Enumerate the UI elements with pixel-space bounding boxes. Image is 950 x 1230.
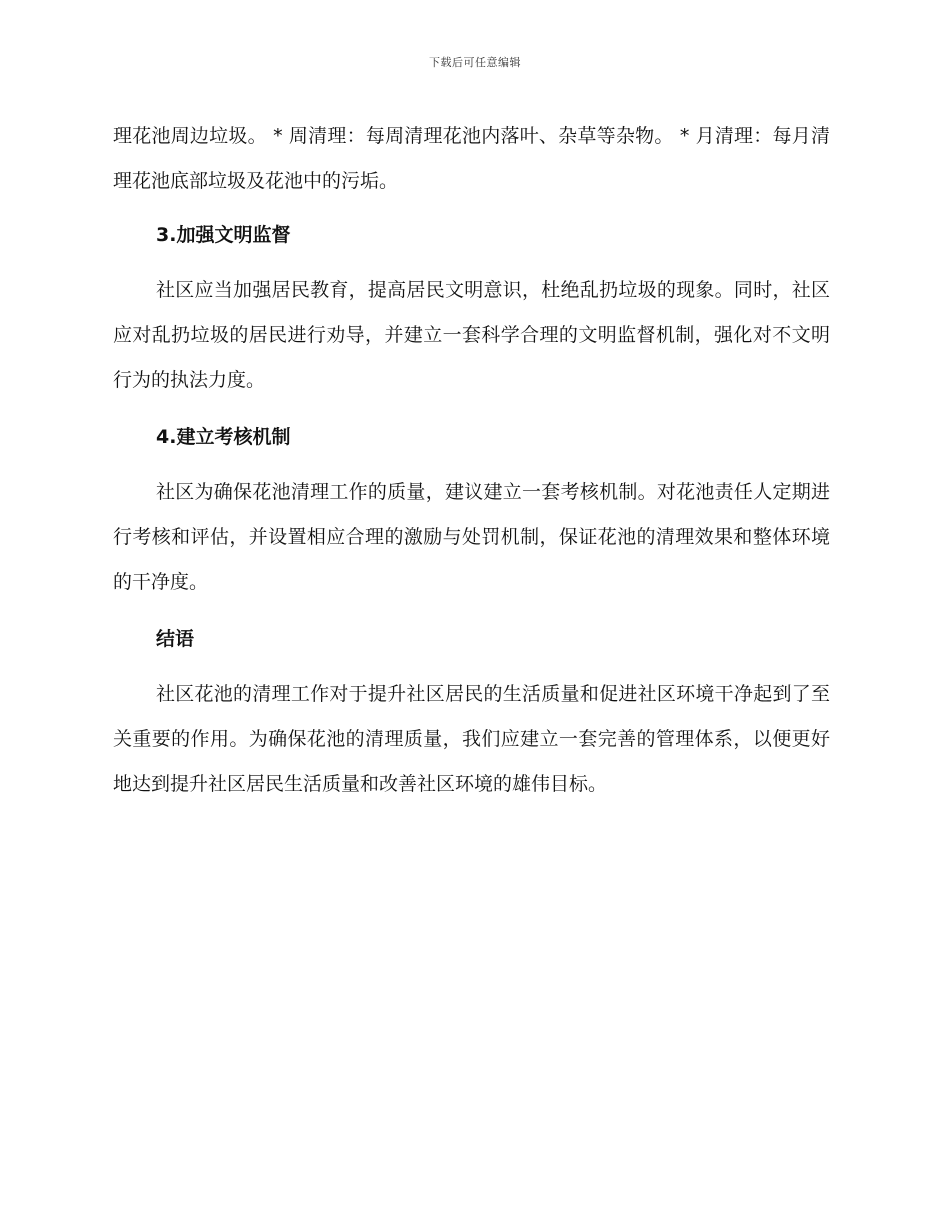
section-paragraph: 社区为确保花池清理工作的质量，建议建立一套考核机制。对花池责任人定期进行考核和评估，并设置相应合理的激励与处罚机制，保证花池的清理效果和整体环境的干净度。 bbox=[113, 481, 830, 593]
section-assessment-mechanism bbox=[113, 415, 830, 605]
section-civility-supervision bbox=[113, 213, 830, 403]
section-paragraph: 社区应当加强居民教育，提高居民文明意识，杜绝乱扔垃圾的现象。同时，社区应对乱扔垃圾的居民进行劝导，并建立一套科学合理的文明监督机制，强化对不文明行为的执法力度。 bbox=[113, 279, 830, 391]
document-body bbox=[113, 114, 830, 819]
intro-paragraph: 理花池周边垃圾。 * 周清理：每周清理花池内落叶、杂草等杂物。 * 月清理：每月清理花池底部垃圾及花池中的污垢。 bbox=[113, 125, 830, 192]
page-header: 下载后可任意编辑 bbox=[429, 56, 521, 69]
section-paragraph: 社区花池的清理工作对于提升社区居民的生活质量和促进社区环境干净起到了至关重要的作用。为确保花池的清理质量，我们应建立一套完善的管理体系，以便更好地达到提升社区居民生活质量和改善社区环境的雄伟目标。 bbox=[113, 683, 830, 795]
section-conclusion bbox=[113, 617, 830, 807]
section-heading: 3.加强文明监督 bbox=[156, 224, 291, 246]
section-heading: 结语 bbox=[156, 628, 195, 650]
section-heading: 4.建立考核机制 bbox=[156, 426, 291, 448]
